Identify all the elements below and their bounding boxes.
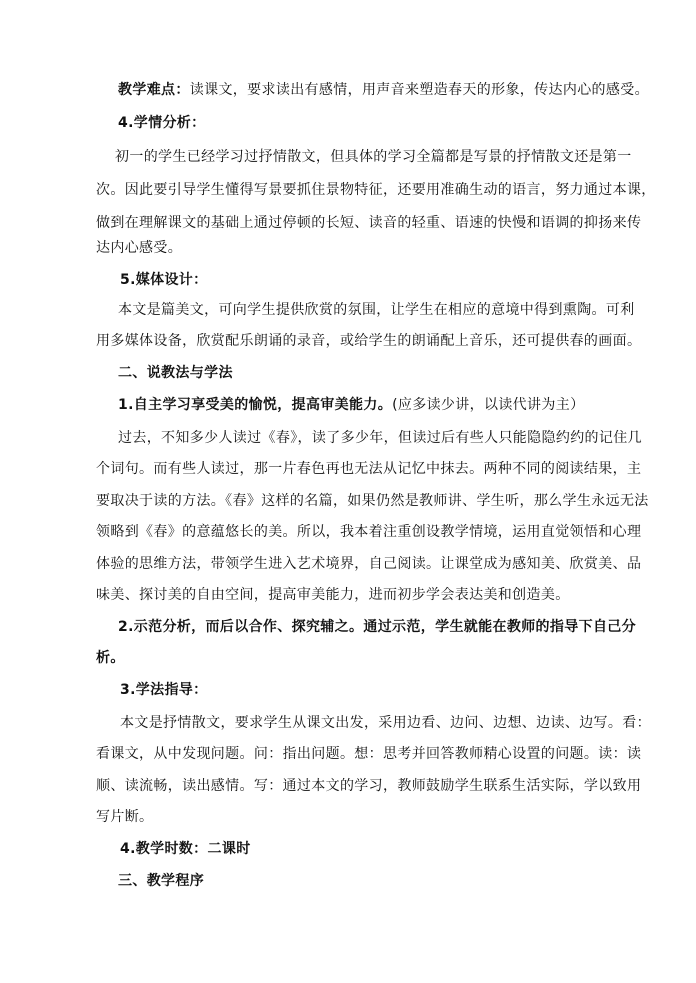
subsection-3-heading: 3.学法指导：: [120, 682, 208, 698]
paragraph-line: 领略到《春》的意蕴悠长的美。所以，我本着注重创设教学情境，运用直觉领悟和心理: [96, 524, 642, 540]
paragraph-line: 本文是抒情散文，要求学生从课文出发，采用边看、边问、边想、边读、边写。看：: [120, 715, 651, 731]
section-heading-methods: 二、说教法与学法: [118, 365, 233, 381]
teaching-difficulty-text: 读课文，要求读出有感情，用声音来塑造春天的形象，传达内心的感受。: [189, 82, 649, 98]
paragraph-line: 用多媒体设备，欣赏配乐朗诵的录音，或给学生的朗诵配上音乐，还可提供春的画面。: [96, 333, 642, 349]
paragraph-line: 个词句。而有些人读过，那一片春色再也无法从记忆中抹去。两种不同的阅读结果，主: [96, 461, 642, 477]
paragraph-line: 味美、探讨美的自由空间，提高审美能力，进而初步学会表达美和创造美。: [96, 587, 570, 603]
paragraph-line: 做到在理解课文的基础上通过停顿的长短、读音的轻重、语速的快慢和语调的抑扬来传: [96, 215, 642, 231]
heading-student-analysis: 4.学情分析：: [118, 115, 206, 131]
paragraph-line: 写片断。: [96, 809, 154, 825]
paragraph-line: 达内心感受。: [96, 240, 183, 256]
subsection-1-note: (应多读少讲，以读代讲为主）: [392, 397, 585, 413]
paragraph-line: 顺、读流畅，读出感情。写：通过本文的学习，教师鼓励学生联系生活实际，学以致用: [96, 778, 642, 794]
teaching-difficulty-label: 教学难点：: [118, 82, 190, 98]
paragraph-line: 本文是篇美文，可向学生提供欣赏的氛围，让学生在相应的意境中得到熏陶。可利: [118, 302, 635, 318]
paragraph-line: 体验的思维方法，带领学生进入艺术境界，自己阅读。让课堂成为感知美、欣赏美、品: [96, 556, 642, 572]
subsection-1-line: [118, 395, 584, 415]
subsection-2-line: 2.示范分析，而后以合作、探究辅之。通过示范，学生就能在教师的指导下自己分: [118, 619, 637, 635]
paragraph-line: 过去，不知多少人读过《春》，读了多少年，但读过后有些人只能隐隐约约的记住几: [118, 430, 642, 446]
heading-media-design: 5.媒体设计：: [120, 272, 208, 288]
section-heading-procedure: 三、教学程序: [118, 873, 205, 889]
paragraph-line: 要取决于读的方法。《春》这样的名篇，如果仍然是教师讲、学生听，那么学生永远无法: [96, 493, 649, 509]
paragraph-line: 初一的学生已经学习过抒情散文，但具体的学习全篇都是写景的抒情散文还是第一: [115, 149, 632, 165]
subsection-1-title: 1.自主学习享受美的愉悦，提高审美能力。: [118, 397, 393, 413]
subsection-2-line: 析。: [96, 650, 125, 666]
paragraph-line: 次。因此要引导学生懂得写景要抓住景物特征，还要用准确生动的语言，努力通过本课，: [96, 182, 656, 198]
subsection-4-hours: 4.教学时数：二课时: [120, 841, 251, 857]
paragraph-line: 看课文，从中发现问题。问：指出问题。想：思考并回答教师精心设置的问题。读：读: [96, 746, 642, 762]
teaching-difficulty-line: [118, 80, 649, 100]
